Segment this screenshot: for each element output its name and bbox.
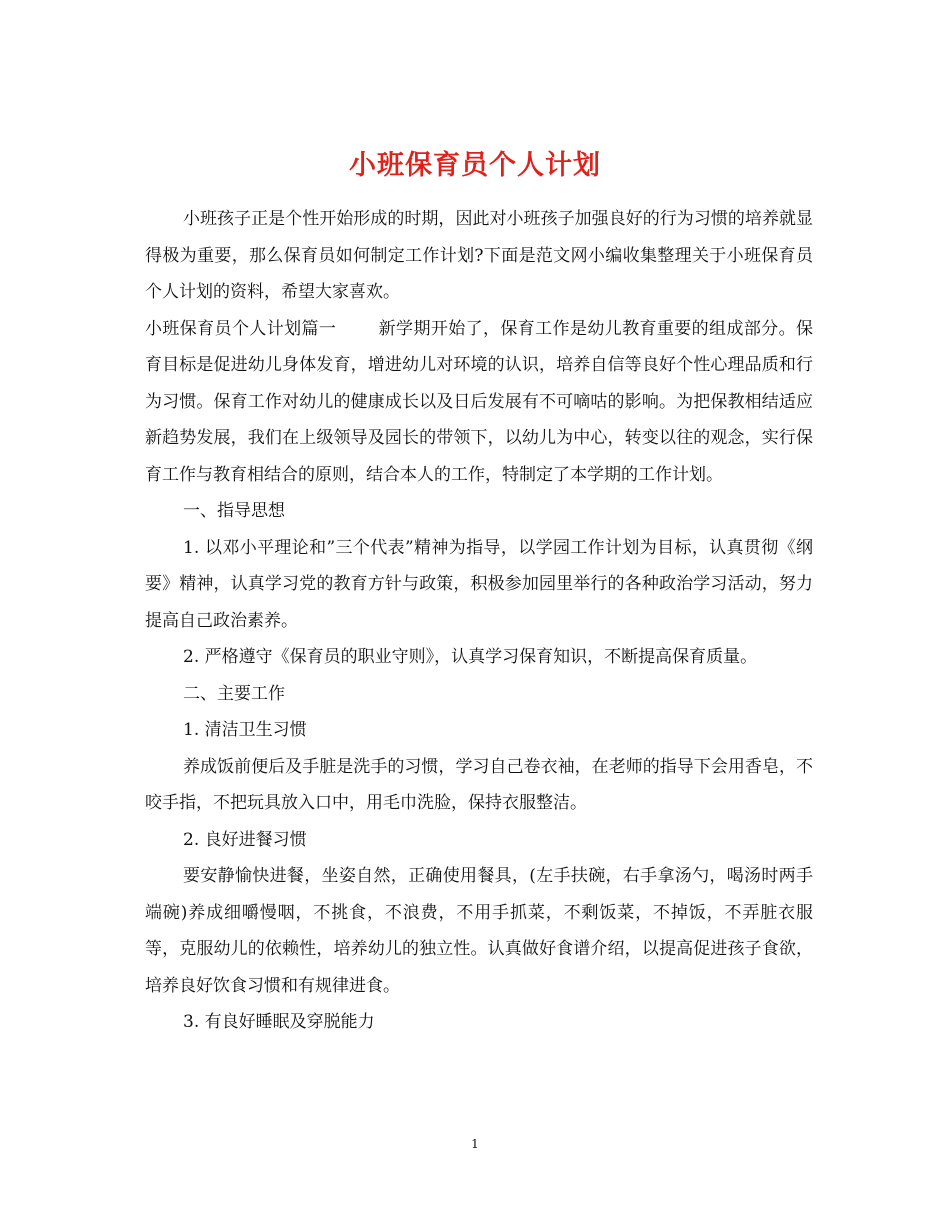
- section-paragraph: [145, 311, 813, 494]
- item-sleep-title: 3. 有良好睡眠及穿脱能力: [183, 1012, 375, 1032]
- item-hygiene-body: 养成饭前便后及手脏是洗手的习惯，学习自己卷衣袖，在老师的指导下会用香皂，不咬手指，不把玩具放入口中，用毛巾洗脸，保持衣服整洁。: [145, 756, 813, 813]
- heading-guiding-thought: 一、指导思想: [183, 501, 285, 521]
- page-number: 1: [471, 1137, 479, 1151]
- document-body: [145, 201, 813, 1041]
- item-guiding-1: 1. 以邓小平理论和”三个代表”精神为指导，以学园工作计划为目标，认真贯彻《纲要》精神，认真学习党的教育方针与政策，积极参加园里举行的各种政治学习活动，努力提高自己政治素养。: [145, 537, 813, 631]
- item-hygiene-title: 1. 清洁卫生习惯: [183, 720, 307, 740]
- item-guiding-2: 2. 严格遵守《保育员的职业守则》，认真学习保育知识，不断提高保育质量。: [183, 647, 758, 667]
- item-eating-title: 2. 良好进餐习惯: [183, 829, 307, 850]
- document-title: 小班保育员个人计划: [349, 150, 601, 182]
- section-label: 小班保育员个人计划篇一: [145, 318, 337, 339]
- item-eating-body: 要安静愉快进餐，坐姿自然，正确使用餐具，(左手扶碗，右手拿汤勺，喝汤时两手端碗)养成细嚼慢咽，不挑食，不浪费，不用手抓菜，不剩饭菜，不掉饭，不弄脏衣服等，克服幼儿的依赖性，培养幼儿的独立性。认真做好食谱介绍，以提高促进孩子食欲，培养良好饮食习惯和有规律进食。: [145, 866, 813, 996]
- intro-paragraph: 小班孩子正是个性开始形成的时期，因此对小班孩子加强良好的行为习惯的培养就显得极为重要，那么保育员如何制定工作计划?下面是范文网小编收集整理关于小班保育员个人计划的资料，希望大家喜欢。: [145, 209, 813, 302]
- heading-main-work: 二、主要工作: [183, 683, 285, 704]
- section-body: 新学期开始了，保育工作是幼儿教育重要的组成部分。保育目标是促进幼儿身体发育，增进幼儿对环境的认识，培养自信等良好个性心理品质和行为习惯。保育工作对幼儿的健康成长以及日后发展有不可嘀咕的影响。为把保教相结适应新趋势发展，我们在上级领导及园长的带领下，以幼儿为中心，转变以往的观念，实行保育工作与教育相结合的原则，结合本人的工作，特制定了本学期的工作计划。: [145, 318, 814, 485]
